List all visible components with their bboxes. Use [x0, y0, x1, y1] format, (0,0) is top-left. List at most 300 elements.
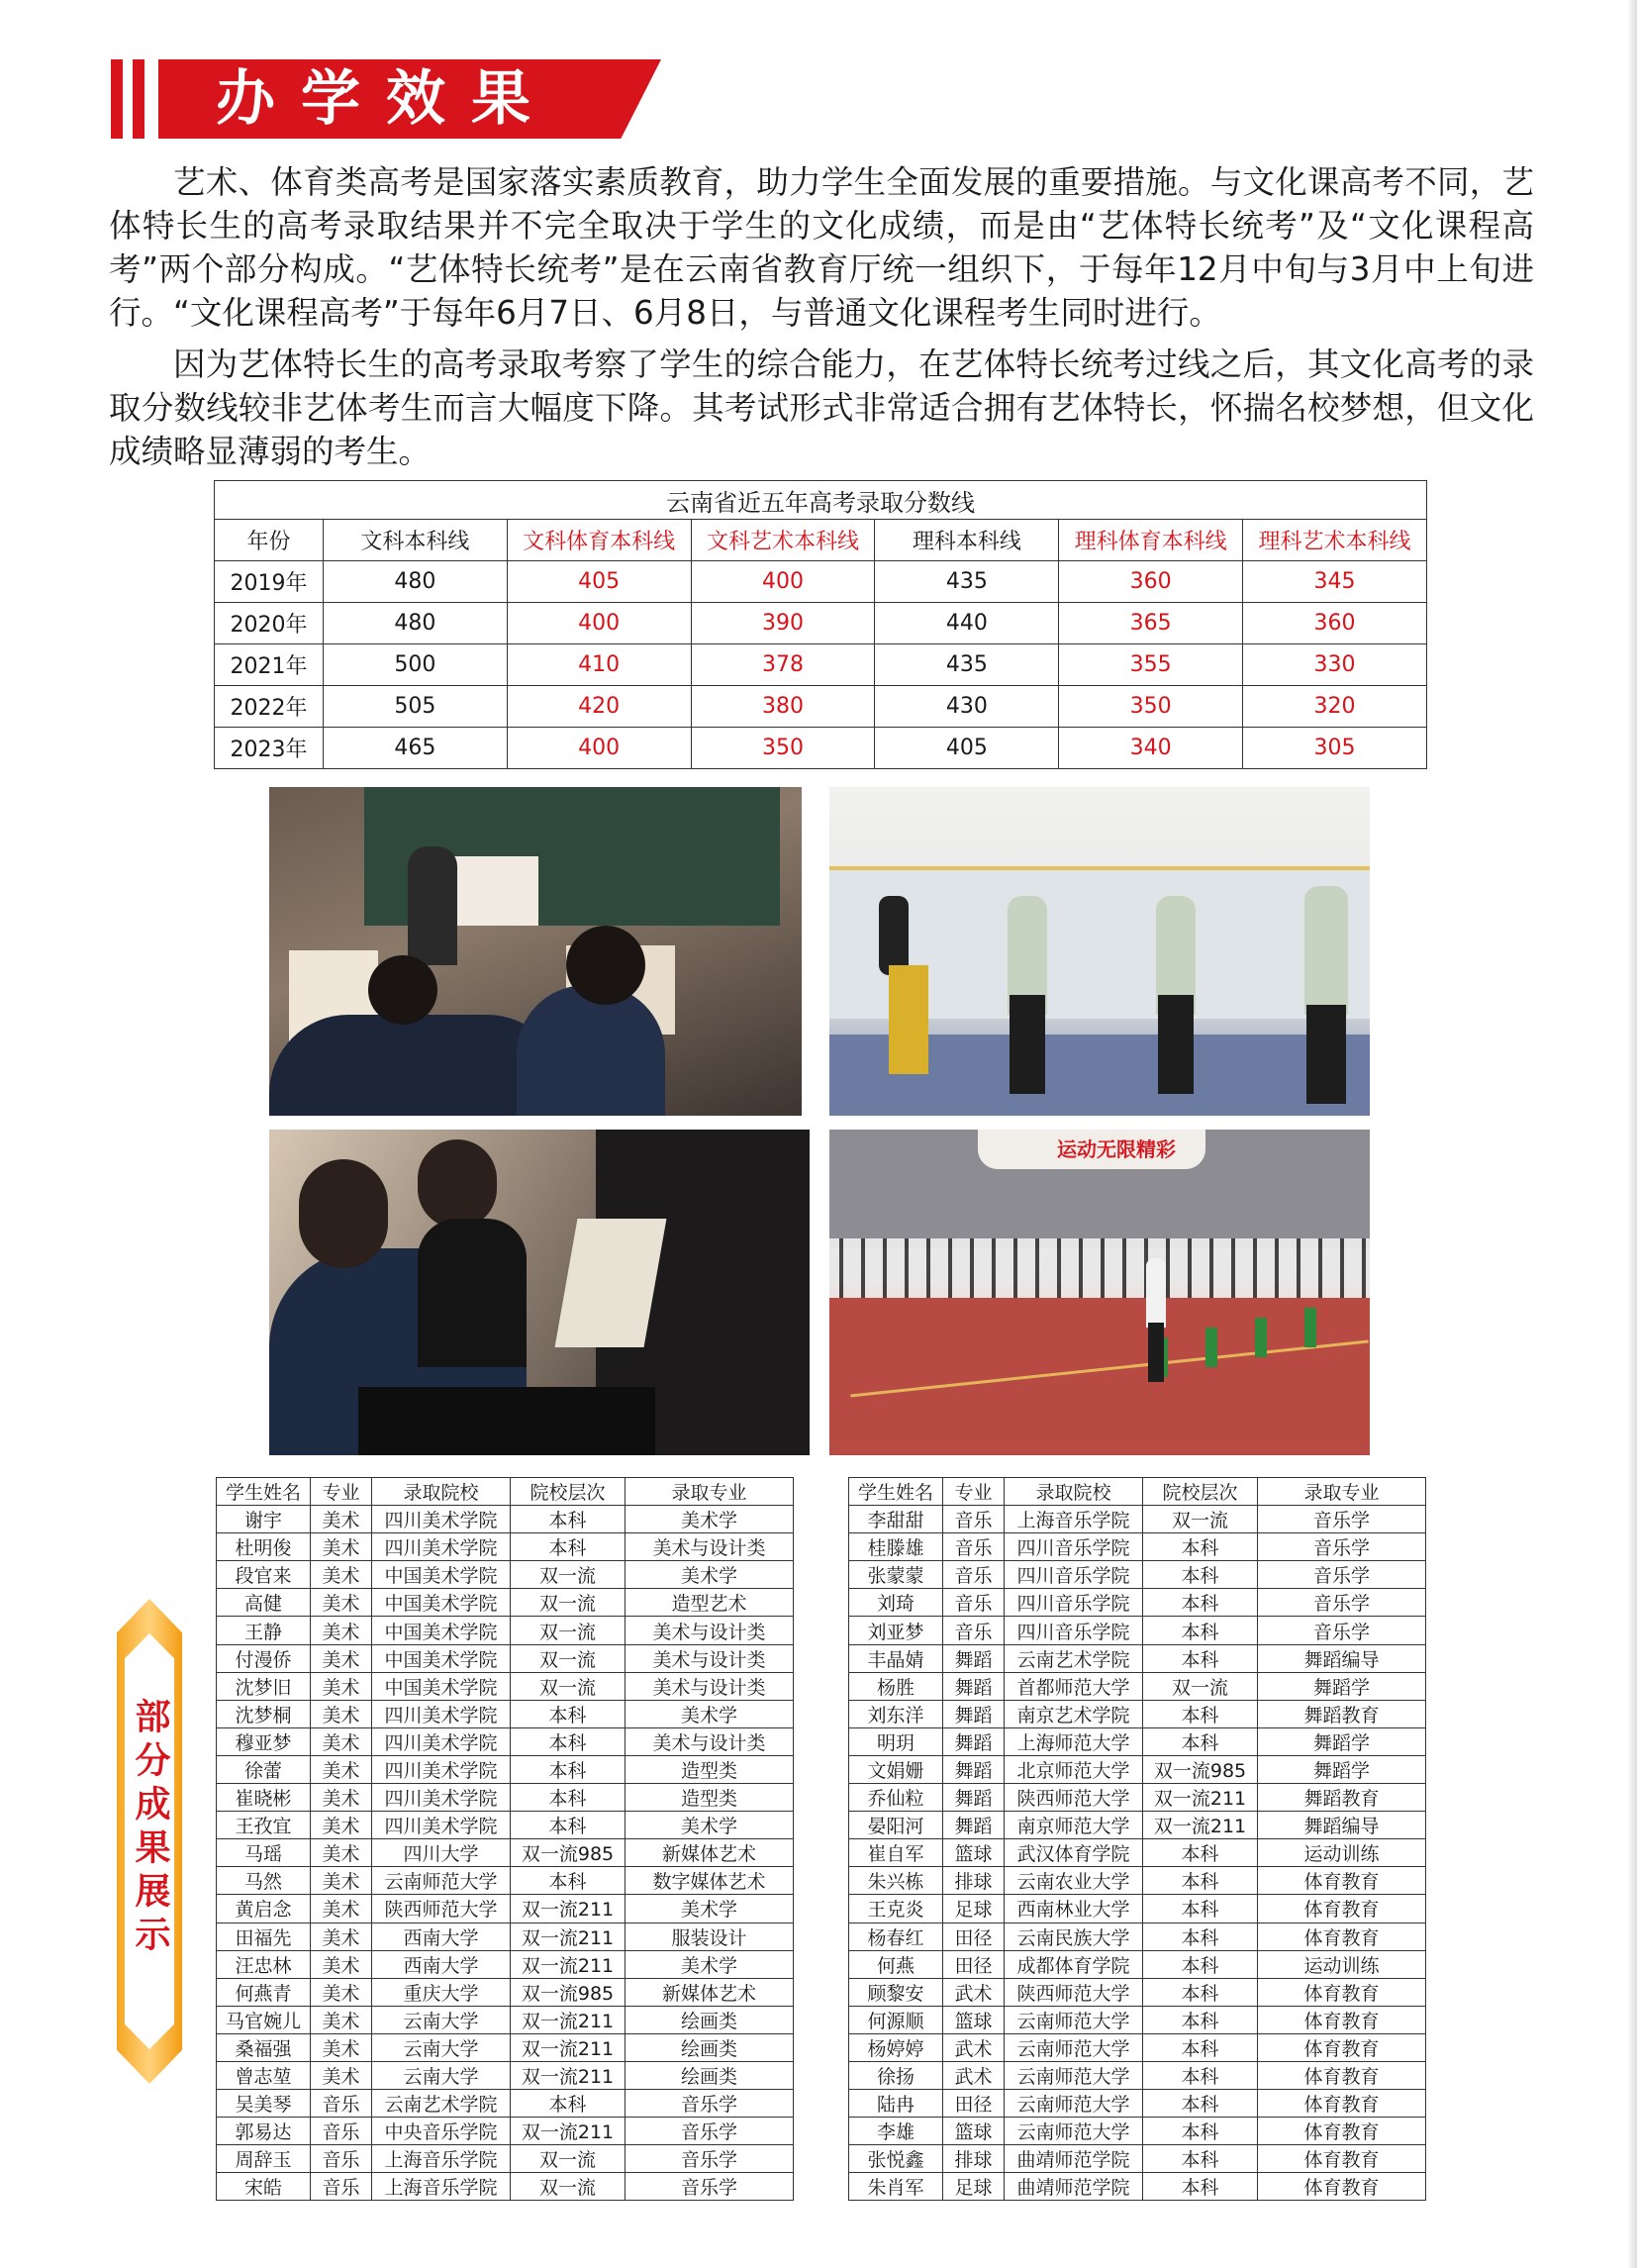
results-cell: 美术与设计类 — [626, 1672, 794, 1700]
page-title: 办学效果 — [216, 64, 556, 134]
results-cell: 舞蹈 — [943, 1755, 1005, 1783]
results-row — [217, 1978, 794, 2006]
results-cell: 云南民族大学 — [1005, 1923, 1143, 1950]
results-cell: 本科 — [511, 1755, 626, 1783]
results-cell: 本科 — [1143, 1561, 1258, 1589]
table-cell: 365 — [1059, 603, 1243, 644]
results-cell: 音乐 — [943, 1506, 1005, 1533]
results-cell: 郭易达 — [217, 2118, 311, 2145]
results-cell: 美术 — [311, 1867, 372, 1895]
results-cell: 周辞玉 — [217, 2145, 311, 2173]
results-cell: 四川音乐学院 — [1005, 1561, 1143, 1589]
results-cell: 陕西师范大学 — [1005, 1784, 1143, 1812]
results-cell: 本科 — [1143, 2145, 1258, 2173]
results-cell: 体育教育 — [1258, 2145, 1426, 2173]
results-cell: 美术 — [311, 1784, 372, 1812]
results-cell: 体育教育 — [1258, 2173, 1426, 2201]
results-row — [217, 1672, 794, 1700]
results-cell: 体育教育 — [1258, 2090, 1426, 2118]
results-cell: 中国美术学院 — [372, 1644, 511, 1672]
table-cell: 360 — [1059, 561, 1243, 603]
results-cell: 美术 — [311, 1561, 372, 1589]
results-row — [217, 2090, 794, 2118]
results-cell: 美术 — [311, 2061, 372, 2089]
results-cell: 本科 — [511, 1812, 626, 1839]
results-row — [217, 1727, 794, 1755]
results-row — [217, 1644, 794, 1672]
results-cell: 北京师范大学 — [1005, 1755, 1143, 1783]
results-cell: 舞蹈教育 — [1258, 1784, 1426, 1812]
photo-dance-class — [829, 787, 1370, 1116]
results-cell: 音乐学 — [1258, 1589, 1426, 1617]
results-cell: 桂滕雄 — [849, 1533, 943, 1561]
results-header-row — [849, 1478, 1426, 1506]
table-header-cell: 理科本科线 — [875, 520, 1059, 561]
results-cell: 云南艺术学院 — [1005, 1644, 1143, 1672]
results-cell: 徐蕾 — [217, 1755, 311, 1783]
results-row — [849, 1533, 1426, 1561]
results-cell: 马瑶 — [217, 1839, 311, 1867]
results-header-cell: 录取院校 — [372, 1478, 511, 1506]
results-table-left — [216, 1477, 794, 2201]
results-cell: 双一流 — [511, 1589, 626, 1617]
results-cell: 李甜甜 — [849, 1506, 943, 1533]
table-row — [215, 644, 1427, 686]
results-cell: 音乐 — [943, 1617, 1005, 1644]
results-cell: 本科 — [1143, 1644, 1258, 1672]
results-cell: 美术学 — [626, 1506, 794, 1533]
results-cell: 丰晶婧 — [849, 1644, 943, 1672]
results-cell: 美术 — [311, 1617, 372, 1644]
results-cell: 足球 — [943, 2173, 1005, 2201]
results-table-right — [848, 1477, 1426, 2201]
results-cell: 舞蹈教育 — [1258, 1700, 1426, 1727]
results-cell: 本科 — [1143, 1533, 1258, 1561]
results-cell: 四川大学 — [372, 1839, 511, 1867]
table-cell: 360 — [1243, 603, 1427, 644]
results-row — [849, 2145, 1426, 2173]
photo-piano-lesson — [269, 1130, 810, 1455]
results-cell: 四川美术学院 — [372, 1506, 511, 1533]
results-cell: 音乐学 — [626, 2173, 794, 2201]
results-cell: 本科 — [511, 1727, 626, 1755]
results-cell: 美术 — [311, 1839, 372, 1867]
table-cell: 2022年 — [215, 686, 324, 728]
results-cell: 本科 — [511, 2090, 626, 2118]
results-cell: 运动训练 — [1258, 1950, 1426, 1978]
table-cell: 380 — [691, 686, 875, 728]
table-cell: 400 — [507, 728, 691, 769]
results-cell: 乔仙粒 — [849, 1784, 943, 1812]
results-cell: 美术 — [311, 1672, 372, 1700]
results-cell: 徐扬 — [849, 2061, 943, 2089]
results-cell: 本科 — [1143, 2090, 1258, 2118]
results-cell: 本科 — [511, 1867, 626, 1895]
results-cell: 晏阳河 — [849, 1812, 943, 1839]
results-row — [849, 1950, 1426, 1978]
results-row — [849, 1672, 1426, 1700]
results-cell: 沈梦桐 — [217, 1700, 311, 1727]
results-cell: 四川美术学院 — [372, 1812, 511, 1839]
results-cell: 篮球 — [943, 1839, 1005, 1867]
results-cell: 音乐学 — [1258, 1561, 1426, 1589]
results-cell: 双一流211 — [1143, 1784, 1258, 1812]
results-cell: 崔自军 — [849, 1839, 943, 1867]
results-cell: 美术 — [311, 1644, 372, 1672]
results-cell: 顾黎安 — [849, 1978, 943, 2006]
results-cell: 上海音乐学院 — [372, 2173, 511, 2201]
table-header-cell: 年份 — [215, 520, 324, 561]
results-cell: 美术 — [311, 1727, 372, 1755]
results-cell: 本科 — [1143, 1700, 1258, 1727]
results-row — [849, 2090, 1426, 2118]
results-row — [217, 1533, 794, 1561]
results-cell: 体育教育 — [1258, 1923, 1426, 1950]
results-cell: 西南大学 — [372, 1923, 511, 1950]
intro-text — [109, 160, 1534, 481]
results-cell: 吴美琴 — [217, 2090, 311, 2118]
results-cell: 杜明俊 — [217, 1533, 311, 1561]
results-row — [217, 1506, 794, 1533]
results-cell: 高健 — [217, 1589, 311, 1617]
results-cell: 田福先 — [217, 1923, 311, 1950]
results-cell: 体育教育 — [1258, 2006, 1426, 2033]
results-cell: 王孜宜 — [217, 1812, 311, 1839]
results-cell: 本科 — [1143, 1839, 1258, 1867]
results-cell: 新媒体艺术 — [626, 1839, 794, 1867]
results-cell: 云南师范大学 — [1005, 2033, 1143, 2061]
results-cell: 上海音乐学院 — [1005, 1506, 1143, 1533]
results-cell: 运动训练 — [1258, 1839, 1426, 1867]
results-cell: 刘琦 — [849, 1589, 943, 1617]
results-cell: 音乐 — [943, 1561, 1005, 1589]
results-cell: 本科 — [1143, 2118, 1258, 2145]
results-cell: 马官婉儿 — [217, 2006, 311, 2033]
results-cell: 马然 — [217, 1867, 311, 1895]
results-header-cell: 院校层次 — [1143, 1478, 1258, 1506]
results-cell: 明玥 — [849, 1727, 943, 1755]
score-line-table — [214, 480, 1427, 769]
results-cell: 体育教育 — [1258, 1867, 1426, 1895]
results-cell: 双一流985 — [511, 1839, 626, 1867]
table-cell: 2019年 — [215, 561, 324, 603]
results-cell: 绘画类 — [626, 2061, 794, 2089]
results-cell: 云南师范大学 — [1005, 2061, 1143, 2089]
results-row — [849, 2118, 1426, 2145]
results-cell: 舞蹈 — [943, 1644, 1005, 1672]
results-cell: 本科 — [511, 1533, 626, 1561]
results-row — [849, 1839, 1426, 1867]
results-cell: 绘画类 — [626, 2033, 794, 2061]
results-cell: 双一流211 — [511, 1895, 626, 1923]
results-cell: 美术 — [311, 2006, 372, 2033]
results-row — [217, 1700, 794, 1727]
results-cell: 何燕 — [849, 1950, 943, 1978]
table-cell: 400 — [691, 561, 875, 603]
results-cell: 本科 — [511, 1700, 626, 1727]
results-cell: 张悦鑫 — [849, 2145, 943, 2173]
table-cell: 480 — [323, 603, 507, 644]
results-cell: 武术 — [943, 2061, 1005, 2089]
results-cell: 舞蹈 — [943, 1700, 1005, 1727]
table-cell: 420 — [507, 686, 691, 728]
results-cell: 穆亚梦 — [217, 1727, 311, 1755]
results-cell: 云南大学 — [372, 2061, 511, 2089]
results-cell: 本科 — [1143, 2033, 1258, 2061]
results-cell: 双一流 — [511, 1672, 626, 1700]
results-row — [217, 2061, 794, 2089]
results-cell: 美术 — [311, 1812, 372, 1839]
results-cell: 美术与设计类 — [626, 1533, 794, 1561]
results-cell: 南京艺术学院 — [1005, 1700, 1143, 1727]
results-cell: 西南大学 — [372, 1950, 511, 1978]
table-cell: 345 — [1243, 561, 1427, 603]
results-cell: 宋皓 — [217, 2173, 311, 2201]
results-cell: 田径 — [943, 1950, 1005, 1978]
table-row — [215, 603, 1427, 644]
table-cell: 355 — [1059, 644, 1243, 686]
results-cell: 舞蹈 — [943, 1727, 1005, 1755]
table-header-cell: 文科本科线 — [323, 520, 507, 561]
results-cell: 舞蹈学 — [1258, 1727, 1426, 1755]
results-cell: 双一流 — [511, 2173, 626, 2201]
results-cell: 杨胜 — [849, 1672, 943, 1700]
table-cell: 390 — [691, 603, 875, 644]
results-cell: 杨婷婷 — [849, 2033, 943, 2061]
results-row — [217, 2033, 794, 2061]
results-header-cell: 录取院校 — [1005, 1478, 1143, 1506]
results-cell: 武术 — [943, 1978, 1005, 2006]
results-cell: 双一流 — [1143, 1672, 1258, 1700]
results-cell: 造型类 — [626, 1755, 794, 1783]
results-cell: 体育教育 — [1258, 2118, 1426, 2145]
results-cell: 曲靖师范学院 — [1005, 2173, 1143, 2201]
results-cell: 云南大学 — [372, 2006, 511, 2033]
results-cell: 美术 — [311, 1533, 372, 1561]
table-cell: 378 — [691, 644, 875, 686]
results-cell: 体育教育 — [1258, 2033, 1426, 2061]
results-cell: 舞蹈编导 — [1258, 1644, 1426, 1672]
results-cell: 舞蹈学 — [1258, 1755, 1426, 1783]
results-row — [849, 1644, 1426, 1672]
results-row — [217, 1923, 794, 1950]
results-cell: 何源顺 — [849, 2006, 943, 2033]
table-header-cell: 文科艺术本科线 — [691, 520, 875, 561]
results-cell: 朱肖军 — [849, 2173, 943, 2201]
results-cell: 双一流211 — [511, 2033, 626, 2061]
table-cell: 305 — [1243, 728, 1427, 769]
results-cell: 双一流985 — [1143, 1755, 1258, 1783]
page-edge-shadow — [1627, 0, 1637, 2268]
results-cell: 音乐 — [943, 1589, 1005, 1617]
results-cell: 美术 — [311, 1700, 372, 1727]
results-row — [217, 2145, 794, 2173]
results-cell: 付漫侨 — [217, 1644, 311, 1672]
results-cell: 汪忠林 — [217, 1950, 311, 1978]
results-cell: 音乐学 — [626, 2090, 794, 2118]
table-cell: 340 — [1059, 728, 1243, 769]
results-cell: 篮球 — [943, 2006, 1005, 2033]
results-cell: 双一流 — [511, 1644, 626, 1672]
results-row — [849, 1978, 1426, 2006]
results-cell: 美术学 — [626, 1895, 794, 1923]
photo-sports-training — [829, 1130, 1370, 1455]
results-row — [217, 1867, 794, 1895]
results-cell: 新媒体艺术 — [626, 1978, 794, 2006]
results-cell: 双一流985 — [511, 1978, 626, 2006]
table-header-row — [215, 520, 1427, 561]
results-header-cell: 学生姓名 — [849, 1478, 943, 1506]
results-cell: 绘画类 — [626, 2006, 794, 2033]
results-cell: 四川音乐学院 — [1005, 1589, 1143, 1617]
results-cell: 曾志堃 — [217, 2061, 311, 2089]
table-cell: 465 — [323, 728, 507, 769]
table-cell: 400 — [507, 603, 691, 644]
results-cell: 南京师范大学 — [1005, 1812, 1143, 1839]
results-cell: 云南师范大学 — [1005, 2006, 1143, 2033]
results-cell: 本科 — [1143, 1923, 1258, 1950]
results-cell: 体育教育 — [1258, 1895, 1426, 1923]
results-cell: 首都师范大学 — [1005, 1672, 1143, 1700]
results-header-cell: 学生姓名 — [217, 1478, 311, 1506]
results-cell: 本科 — [1143, 1617, 1258, 1644]
results-cell: 篮球 — [943, 2118, 1005, 2145]
results-cell: 黄启念 — [217, 1895, 311, 1923]
results-row — [217, 1617, 794, 1644]
results-cell: 田径 — [943, 1923, 1005, 1950]
results-cell: 音乐 — [943, 1533, 1005, 1561]
results-cell: 陆冉 — [849, 2090, 943, 2118]
table-header-cell: 理科体育本科线 — [1059, 520, 1243, 561]
results-cell: 舞蹈学 — [1258, 1672, 1426, 1700]
results-cell: 朱兴栋 — [849, 1867, 943, 1895]
results-cell: 桑福强 — [217, 2033, 311, 2061]
table-cell: 435 — [875, 644, 1059, 686]
results-cell: 排球 — [943, 2145, 1005, 2173]
results-cell: 云南艺术学院 — [372, 2090, 511, 2118]
results-cell: 重庆大学 — [372, 1978, 511, 2006]
results-cell: 四川美术学院 — [372, 1533, 511, 1561]
results-cell: 音乐学 — [626, 2145, 794, 2173]
results-cell: 张蒙蒙 — [849, 1561, 943, 1589]
table-cell: 480 — [323, 561, 507, 603]
results-cell: 美术学 — [626, 1700, 794, 1727]
results-cell: 曲靖师范学院 — [1005, 2145, 1143, 2173]
results-row — [849, 2006, 1426, 2033]
results-row — [849, 1784, 1426, 1812]
results-cell: 双一流 — [511, 2145, 626, 2173]
results-row — [849, 2173, 1426, 2201]
results-row — [849, 1812, 1426, 1839]
results-row — [849, 1700, 1426, 1727]
results-cell: 田径 — [943, 2090, 1005, 2118]
results-cell: 云南大学 — [372, 2033, 511, 2061]
results-cell: 本科 — [1143, 2061, 1258, 2089]
results-cell: 四川美术学院 — [372, 1784, 511, 1812]
results-cell: 西南林业大学 — [1005, 1895, 1143, 1923]
results-cell: 四川美术学院 — [372, 1755, 511, 1783]
table-cell: 440 — [875, 603, 1059, 644]
results-header-cell: 录取专业 — [1258, 1478, 1426, 1506]
table-cell: 505 — [323, 686, 507, 728]
results-cell: 本科 — [1143, 1727, 1258, 1755]
results-row — [849, 1617, 1426, 1644]
table-row — [215, 728, 1427, 769]
table-cell: 2020年 — [215, 603, 324, 644]
results-cell: 王克炎 — [849, 1895, 943, 1923]
results-cell: 服装设计 — [626, 1923, 794, 1950]
table-caption: 云南省近五年高考录取分数线 — [215, 481, 1427, 520]
results-cell: 中国美术学院 — [372, 1672, 511, 1700]
results-row — [849, 2061, 1426, 2089]
results-header-cell: 专业 — [311, 1478, 372, 1506]
table-cell: 350 — [1059, 686, 1243, 728]
results-row — [849, 1589, 1426, 1617]
results-cell: 双一流211 — [511, 2118, 626, 2145]
results-row — [217, 1755, 794, 1783]
photo-art-class — [269, 787, 802, 1116]
results-cell: 排球 — [943, 1867, 1005, 1895]
results-cell: 云南农业大学 — [1005, 1867, 1143, 1895]
results-cell: 双一流211 — [511, 1950, 626, 1978]
results-row — [217, 1589, 794, 1617]
results-cell: 双一流211 — [511, 2006, 626, 2033]
results-cell: 美术与设计类 — [626, 1617, 794, 1644]
intro-paragraph: 艺术、体育类高考是国家落实素质教育，助力学生全面发展的重要措施。与文化课高考不同，艺体特长生的高考录取结果并不完全取决于学生的文化成绩，而是由“艺体特长统考”及“文化课程高考”两个部分构成。“艺体特长统考”是在云南省教育厅统一组织下，于每年12月中旬与3月中上旬进行。“文化课程高考”于每年6月7日、6月8日，与普通文化课程考生同时进行。 — [109, 163, 1534, 332]
results-cell: 舞蹈 — [943, 1784, 1005, 1812]
results-cell: 四川美术学院 — [372, 1727, 511, 1755]
results-cell: 美术与设计类 — [626, 1644, 794, 1672]
results-cell: 本科 — [1143, 2006, 1258, 2033]
results-cell: 陕西师范大学 — [372, 1895, 511, 1923]
results-row — [217, 1950, 794, 1978]
results-cell: 李雄 — [849, 2118, 943, 2145]
results-row — [849, 1923, 1426, 1950]
table-row — [215, 561, 1427, 603]
results-cell: 本科 — [511, 1784, 626, 1812]
results-row — [217, 2118, 794, 2145]
results-row — [217, 1784, 794, 1812]
results-cell: 本科 — [1143, 1950, 1258, 1978]
results-cell: 上海师范大学 — [1005, 1727, 1143, 1755]
results-row — [849, 1867, 1426, 1895]
results-cell: 舞蹈编导 — [1258, 1812, 1426, 1839]
results-cell: 上海音乐学院 — [372, 2145, 511, 2173]
table-cell: 430 — [875, 686, 1059, 728]
results-cell: 音乐 — [311, 2145, 372, 2173]
results-row — [849, 1506, 1426, 1533]
results-cell: 音乐学 — [1258, 1506, 1426, 1533]
results-header-cell: 院校层次 — [511, 1478, 626, 1506]
results-cell: 云南师范大学 — [1005, 2090, 1143, 2118]
table-cell: 500 — [323, 644, 507, 686]
results-cell: 双一流211 — [511, 1923, 626, 1950]
results-row — [849, 1727, 1426, 1755]
results-cell: 武汉体育学院 — [1005, 1839, 1143, 1867]
results-cell: 四川音乐学院 — [1005, 1617, 1143, 1644]
results-row — [217, 1561, 794, 1589]
results-cell: 崔晓彬 — [217, 1784, 311, 1812]
table-cell: 405 — [507, 561, 691, 603]
table-cell: 320 — [1243, 686, 1427, 728]
results-cell: 成都体育学院 — [1005, 1950, 1143, 1978]
results-header-row — [217, 1478, 794, 1506]
results-cell: 音乐 — [311, 2118, 372, 2145]
results-cell: 段官来 — [217, 1561, 311, 1589]
results-cell: 舞蹈 — [943, 1812, 1005, 1839]
results-cell: 四川音乐学院 — [1005, 1533, 1143, 1561]
results-cell: 美术 — [311, 1950, 372, 1978]
